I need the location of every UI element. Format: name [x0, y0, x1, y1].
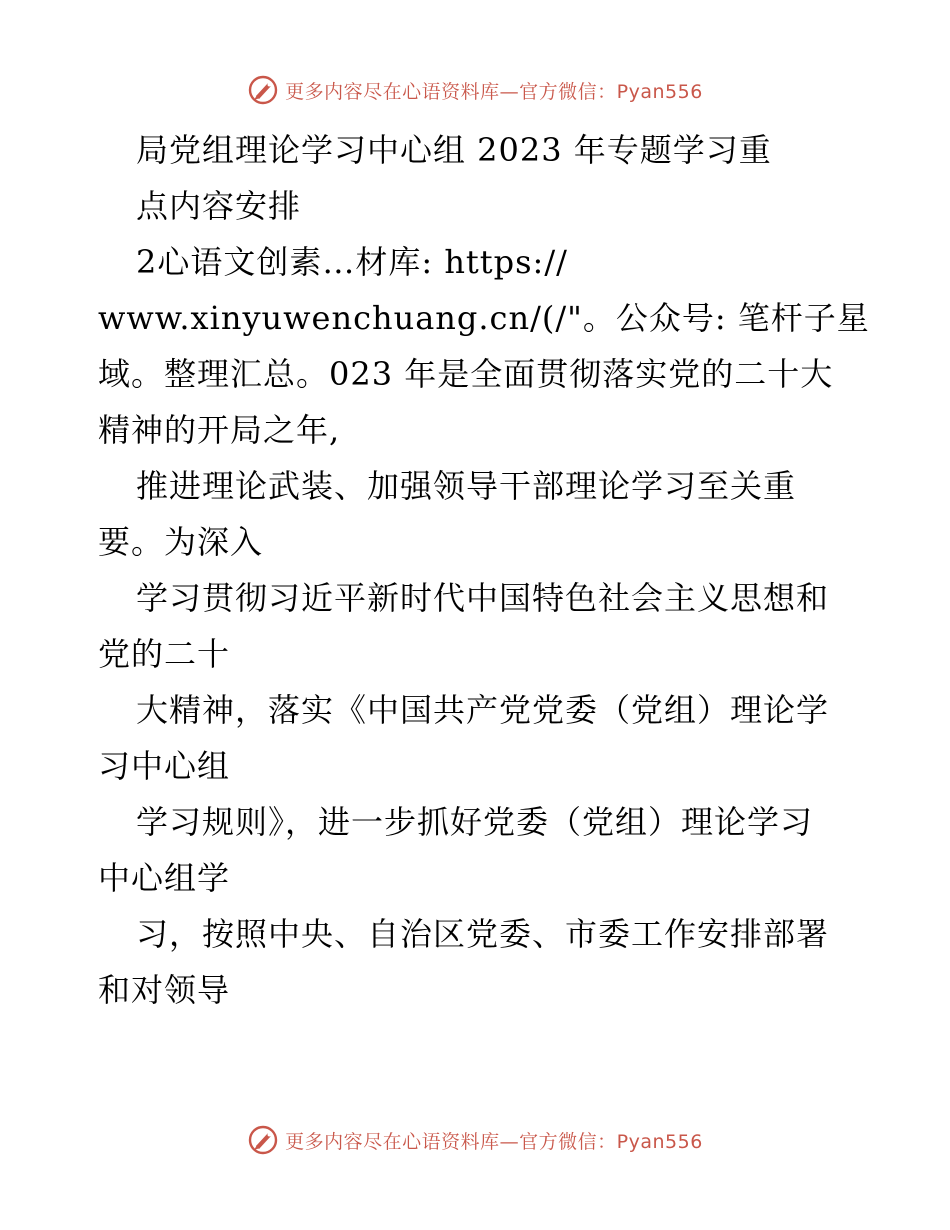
- doc-line: 域。整理汇总。023 年是全面贯彻落实党的二十大: [98, 355, 834, 393]
- watermark-id: Pyan556: [616, 1130, 703, 1153]
- logo-icon: [247, 74, 279, 106]
- doc-line: 习中心组: [98, 747, 231, 785]
- doc-line: 中心组学: [98, 859, 231, 897]
- watermark-id: Pyan556: [616, 80, 703, 103]
- doc-line: 局党组理论学习中心组 2023 年专题学习重: [136, 131, 772, 169]
- doc-line: 习，按照中央、自治区党委、市委工作安排部署: [136, 915, 830, 953]
- doc-line: 大精神，落实《中国共产党党委（党组）理论学: [136, 691, 830, 729]
- doc-line: 党的二十: [98, 635, 231, 673]
- watermark-text: [285, 77, 703, 104]
- doc-line: 要。为深入: [98, 523, 264, 561]
- doc-line: www.xinyuwenchuang.cn/(/"。公众号: 笔杆子星: [98, 299, 870, 337]
- footer-watermark: [0, 1120, 950, 1160]
- doc-line: 学习规则》，进一步抓好党委（党组）理论学习: [136, 803, 814, 841]
- watermark-prefix: 更多内容尽在心语资料库—官方微信：: [285, 1130, 617, 1153]
- doc-line: 推进理论武装、加强领导干部理论学习至关重: [136, 467, 797, 505]
- doc-line: 2心语文创素…材库: https://: [136, 243, 568, 281]
- doc-line: 学习贯彻习近平新时代中国特色社会主义思想和: [136, 579, 830, 617]
- doc-line: 点内容安排: [136, 187, 302, 225]
- doc-line: 和对领导: [98, 971, 231, 1009]
- document-body: [98, 122, 870, 1018]
- doc-line: 精神的开局之年,: [98, 411, 341, 449]
- header-watermark: [0, 70, 950, 110]
- watermark-text: [285, 1127, 703, 1154]
- watermark-prefix: 更多内容尽在心语资料库—官方微信：: [285, 80, 617, 103]
- logo-icon: [247, 1124, 279, 1156]
